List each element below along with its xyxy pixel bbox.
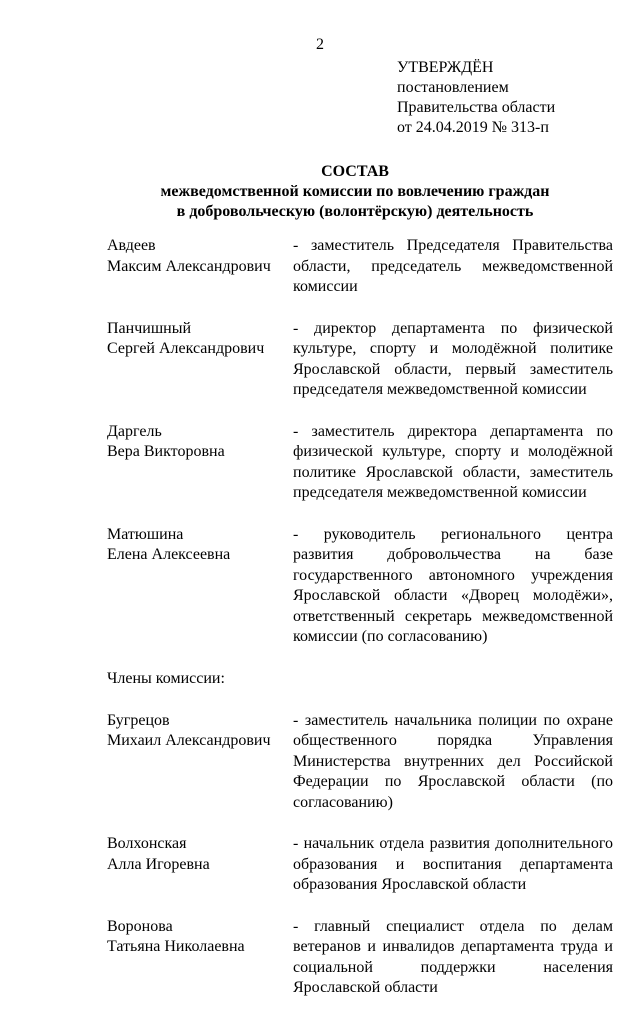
member-surname: Воронова	[107, 917, 173, 935]
approval-line: УТВЕРЖДЁН	[397, 59, 494, 76]
member-role: - заместитель директора департамента по физической культуре, спорту и молодёжной политике Ярославской области, заместитель председателя межведомственной комиссии	[293, 422, 613, 501]
member-role: - директор департамента по физической культуре, спорту и молодёжной политике Ярославской области, первый заместитель председателя межведомственной комиссии	[293, 319, 613, 398]
member-surname: Авдеев	[107, 237, 156, 254]
page-number: 2	[316, 36, 324, 53]
member-name	[107, 319, 293, 401]
member-surname: Даргель	[107, 422, 162, 440]
members-section-label: Члены комиссии:	[107, 669, 225, 687]
member-name	[107, 422, 293, 504]
member-surname: Панчишный	[107, 319, 192, 337]
list-item	[107, 319, 613, 401]
member-name	[107, 711, 293, 814]
member-role: - главный специалист отдела по делам ветеранов и инвалидов департамента труда и социальной поддержки населения Ярославской области	[293, 917, 613, 996]
member-surname: Волхонская	[107, 835, 187, 852]
title-line: межведомственной комиссии по вовлечению граждан	[160, 183, 550, 200]
list-item	[107, 525, 613, 648]
member-role: - руководитель регионального центра развития добровольчества на базе государственного автономного учреждения Ярославской области «Дворец молодёжи», ответственный секретарь межведомственной комиссии (по согласованию)	[293, 525, 613, 645]
member-given-names: Татьяна Николаевна	[107, 938, 245, 955]
member-given-names: Елена Алексеевна	[107, 546, 231, 563]
member-role: - начальник отдела развития дополнительного образования и воспитания департамента образования Ярославской области	[293, 835, 613, 893]
member-surname: Бугрецов	[107, 711, 170, 729]
member-name	[107, 834, 293, 896]
member-name	[107, 236, 293, 298]
title-line: в добровольческую (волонтёрскую) деятельность	[176, 203, 534, 220]
approval-stamp	[397, 58, 555, 138]
approval-line: от 24.04.2019 № 313-п	[397, 119, 549, 136]
list-item	[107, 917, 613, 999]
member-given-names: Михаил Александрович	[107, 732, 271, 749]
title-heading: СОСТАВ	[321, 163, 389, 180]
member-given-names: Сергей Александрович	[107, 340, 265, 357]
member-role: - заместитель начальника полиции по охране общественного порядка Управления Министерства внутренних дел Российской Федерации по Ярославской области (по согласованию)	[293, 711, 613, 811]
member-given-names: Вера Викторовна	[107, 443, 225, 460]
member-given-names: Алла Игоревна	[107, 855, 210, 873]
approval-line: постановлением	[397, 79, 509, 96]
document-title	[0, 162, 640, 222]
member-surname: Матюшина	[107, 525, 184, 543]
list-item	[107, 711, 613, 814]
member-name	[107, 525, 293, 648]
members-list	[107, 236, 613, 1020]
member-given-names: Максим Александрович	[107, 257, 271, 275]
member-role: - заместитель Председателя Правительства области, председатель межведомственной комиссии	[293, 237, 613, 295]
list-item	[107, 236, 613, 298]
member-name	[107, 917, 293, 999]
list-item	[107, 422, 613, 504]
list-item	[107, 834, 613, 896]
approval-line: Правительства области	[397, 99, 556, 116]
